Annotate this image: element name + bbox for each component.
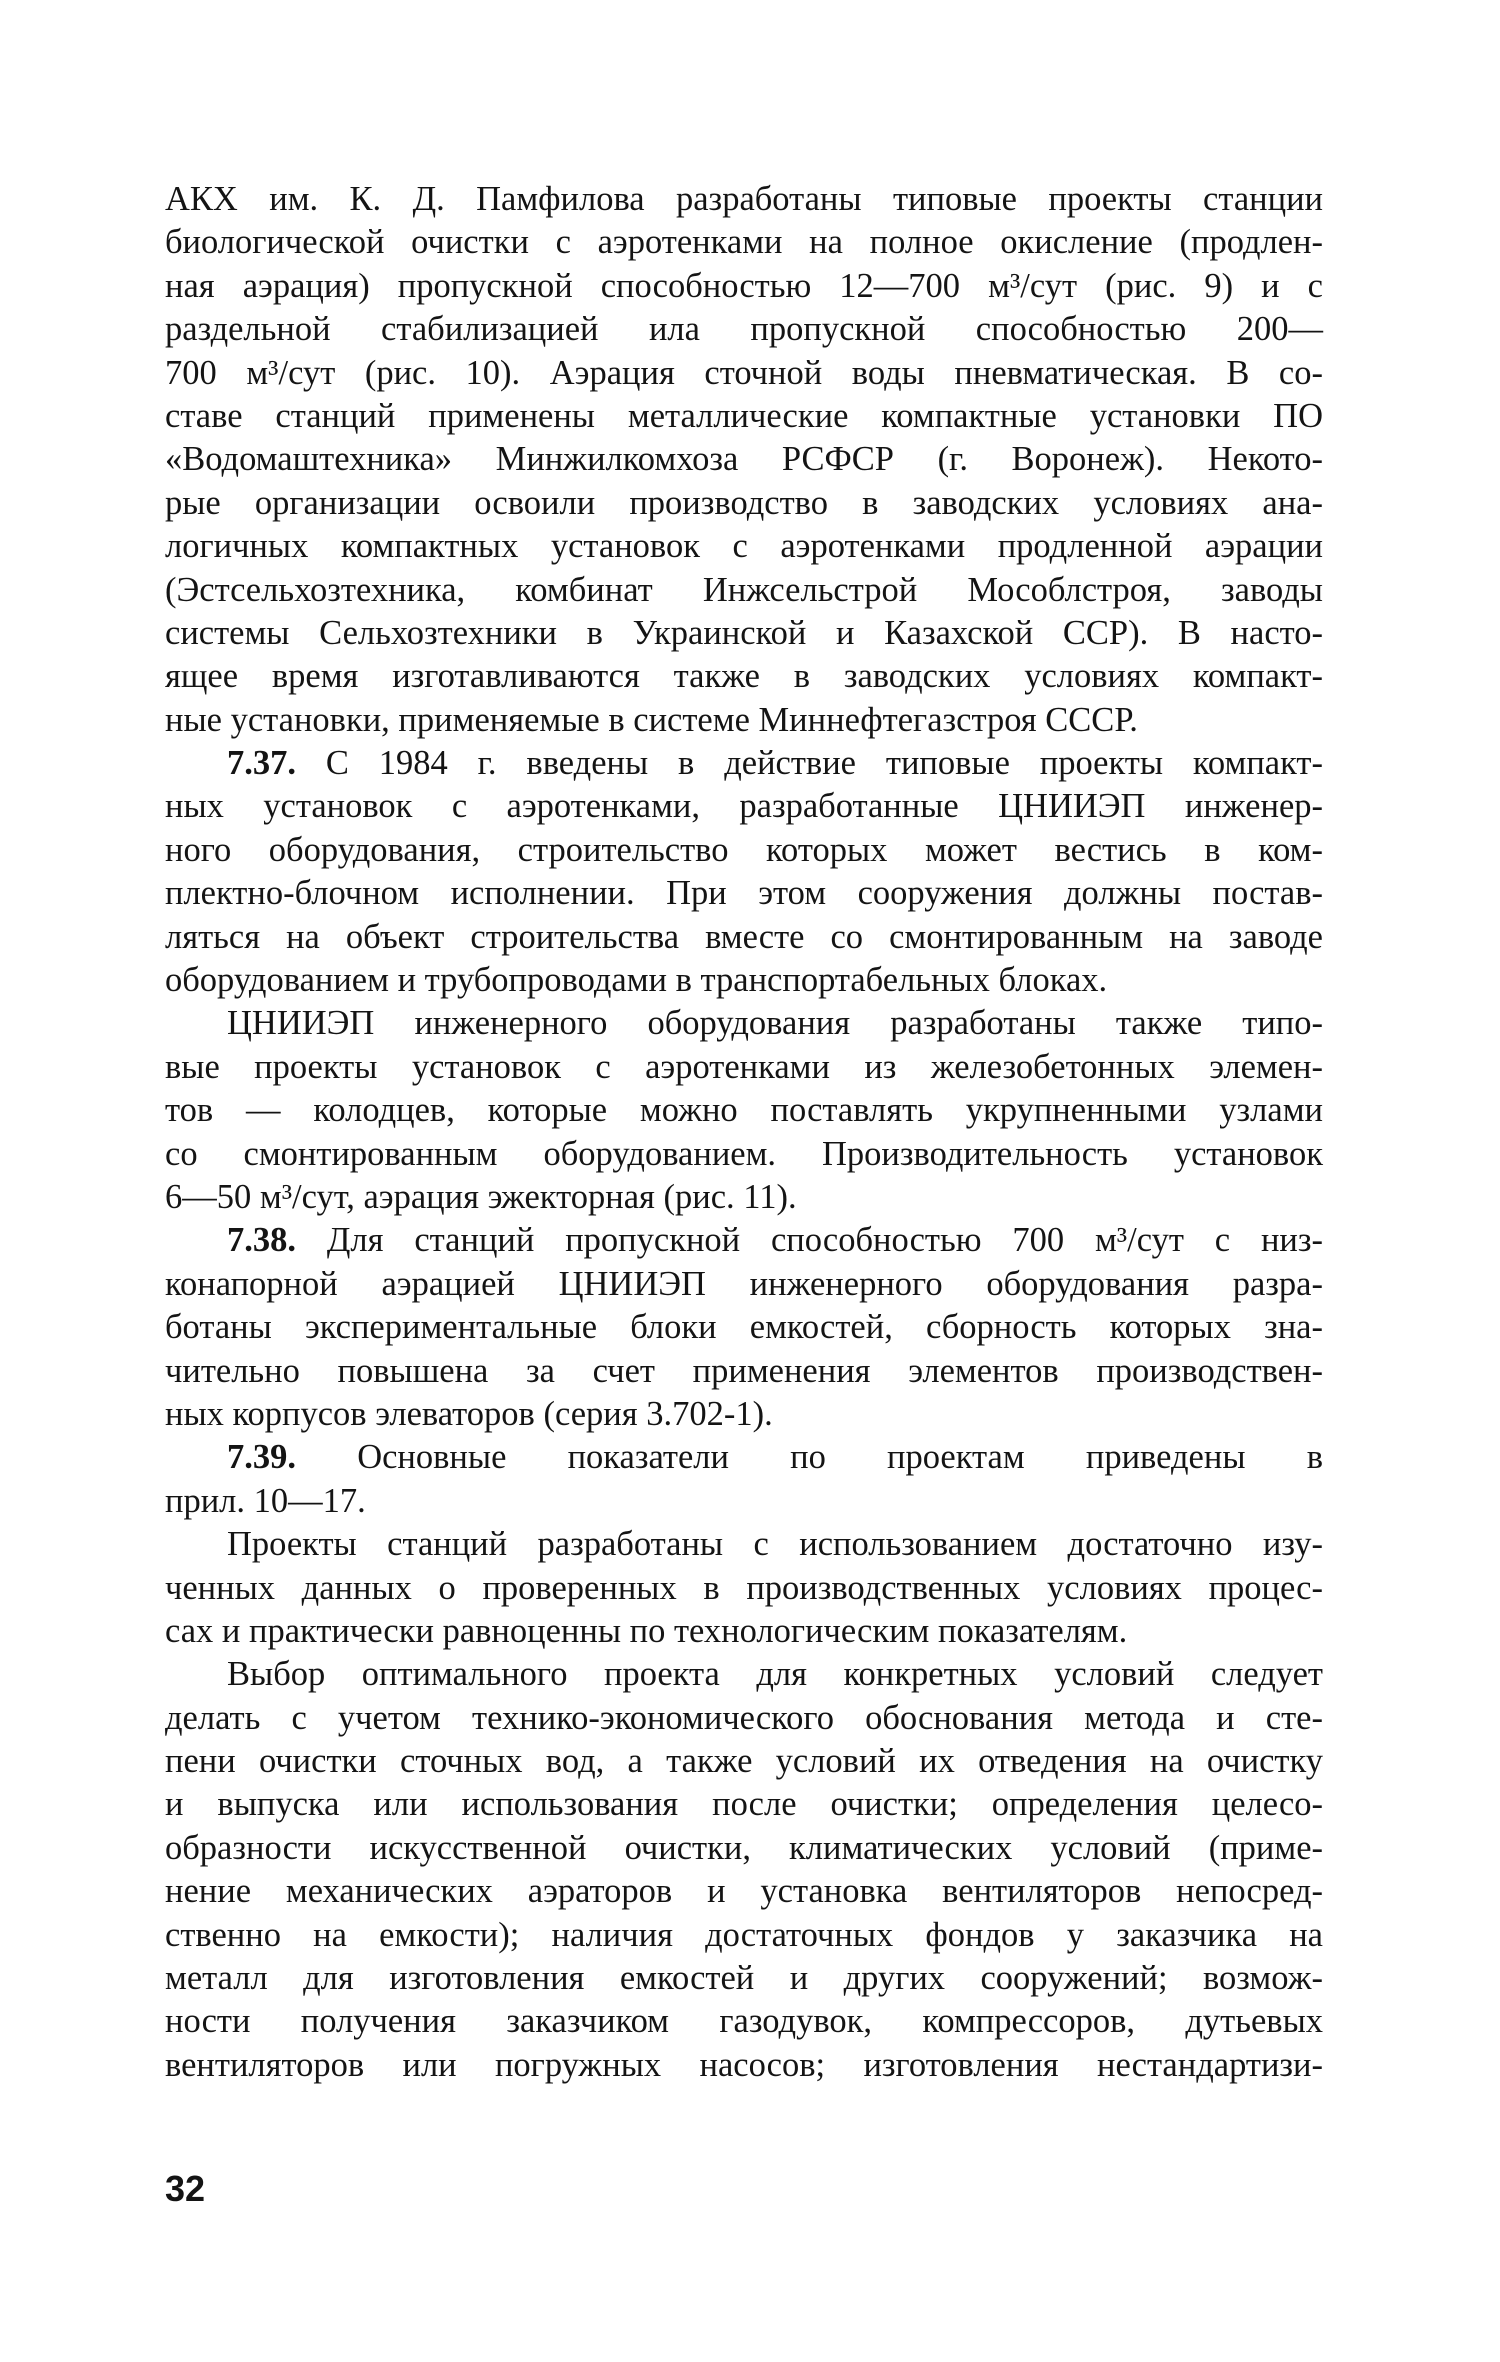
text-line [165, 959, 1323, 1002]
line-text: 6—50 м³/сут, аэрация эжекторная (рис. 11). [165, 1177, 797, 1216]
text-line [165, 916, 1323, 959]
line-text: пени очистки сточных вод, а также условий их отведения на очистку [165, 1742, 1323, 1781]
text-line [165, 612, 1323, 655]
text-line [165, 1089, 1323, 1132]
line-text: оборудованием и трубопроводами в транспортабельных блоках. [165, 961, 1108, 1000]
text-line [165, 482, 1323, 525]
line-text: АКХ им. К. Д. Памфилова разработаны типовые проекты станции [165, 180, 1323, 218]
line-text: со смонтированным оборудованием. Производительность установок [165, 1134, 1323, 1173]
text-line [165, 438, 1323, 481]
line-text: вентиляторов или погружных насосов; изготовления нестандартизи- [165, 2045, 1323, 2084]
line-text: ных корпусов элеваторов (серия 3.702-1). [165, 1394, 773, 1433]
text-line [165, 1827, 1323, 1870]
line-text: системы Сельхозтехники в Украинской и Казахской ССР). В насто- [165, 613, 1323, 652]
text-line [165, 1957, 1323, 2000]
text-line [165, 829, 1323, 872]
text-line [165, 352, 1323, 395]
text-line [165, 872, 1323, 915]
text-line [165, 221, 1323, 264]
text-line [165, 308, 1323, 351]
text-line [165, 1653, 1323, 1696]
line-text: конапорной аэрацией ЦНИИЭП инженерного оборудования разра- [165, 1264, 1323, 1303]
line-text: ная аэрация) пропускной способностью 12—700 м³/сут (рис. 9) и с [165, 266, 1323, 305]
text-line [165, 1870, 1323, 1913]
line-text: сах и практически равноценны по технологическим показателям. [165, 1611, 1128, 1650]
line-text: Проекты станций разработаны с использованием достаточно изу- [227, 1525, 1323, 1564]
line-text: ных установок с аэротенками, разработанные ЦНИИЭП инженер- [165, 787, 1323, 826]
text-line [165, 1914, 1323, 1957]
line-text: ности получения заказчиком газодувок, компрессоров, дутьевых [165, 2002, 1323, 2041]
line-text: и выпуска или использования после очистки; определения целесо- [165, 1785, 1323, 1824]
text-line [165, 1219, 1323, 1262]
line-text: ящее время изготавливаются также в заводских условиях компакт- [165, 657, 1323, 696]
text-line [165, 1567, 1323, 1610]
text-line [165, 265, 1323, 308]
text-line [165, 178, 1323, 221]
line-text: ного оборудования, строительство которых может вестись в ком- [165, 830, 1323, 869]
text-line [165, 2044, 1323, 2087]
line-text: (Эстсельхозтехника, комбинат Инжсельстрой Мособлстроя, заводы [165, 570, 1323, 609]
text-line [165, 1610, 1323, 1653]
text-line [165, 1393, 1323, 1436]
line-text: ЦНИИЭП инженерного оборудования разработаны также типо- [227, 1004, 1323, 1043]
page-number: 32 [165, 2168, 206, 2209]
line-text: «Водомаштехника» Минжилкомхоза РСФСР (г. Воронеж). Некото- [165, 440, 1323, 479]
text-line [165, 785, 1323, 828]
line-text: раздельной стабилизацией ила пропускной способностью 200— [165, 310, 1323, 349]
text-line [165, 1740, 1323, 1783]
line-text: плектно-блочном исполнении. При этом сооружения должны постав- [165, 874, 1323, 913]
text-line [165, 1046, 1323, 1089]
text-line [165, 1176, 1323, 1219]
line-text: нение механических аэраторов и установка вентиляторов непосред- [165, 1872, 1323, 1911]
text-line [165, 525, 1323, 568]
text-line [165, 395, 1323, 438]
line-text: С 1984 г. введены в действие типовые проекты компакт- [296, 744, 1323, 783]
text-line [165, 1697, 1323, 1740]
text-line [165, 655, 1323, 698]
line-text: образности искусственной очистки, климатических условий (приме- [165, 1828, 1323, 1867]
line-text: ственно на емкости); наличия достаточных фондов у заказчика на [165, 1915, 1323, 1954]
text-line [165, 2000, 1323, 2043]
page-body [165, 178, 1323, 2087]
line-text: 700 м³/сут (рис. 10). Аэрация сточной воды пневматическая. В со- [165, 353, 1323, 392]
text-line [165, 569, 1323, 612]
section-number: 7.38. [227, 1221, 296, 1260]
line-text: Основные показатели по проектам приведены в [296, 1438, 1323, 1477]
line-text: тов — колодцев, которые можно поставлять укрупненными узлами [165, 1091, 1323, 1130]
text-line [165, 1783, 1323, 1826]
text-line [165, 1306, 1323, 1349]
line-text: рые организации освоили производство в заводских условиях ана- [165, 483, 1323, 522]
text-line [165, 1480, 1323, 1523]
text-line [165, 1263, 1323, 1306]
text-line [165, 1002, 1323, 1045]
section-number: 7.37. [227, 744, 296, 783]
line-text: металл для изготовления емкостей и других сооружений; возмож- [165, 1959, 1323, 1998]
line-text: Для станций пропускной способностью 700 м³/сут с низ- [296, 1221, 1323, 1260]
text-line [165, 1133, 1323, 1176]
line-text: биологической очистки с аэротенками на полное окисление (продлен- [165, 223, 1323, 262]
line-text: ные установки, применяемые в системе Миннефтегазстроя СССР. [165, 700, 1138, 739]
line-text: вые проекты установок с аэротенками из железобетонных элемен- [165, 1047, 1323, 1086]
line-text: ставе станций применены металлические компактные установки ПО [165, 396, 1323, 435]
text-line [165, 699, 1323, 742]
line-text: чительно повышена за счет применения элементов производствен- [165, 1351, 1323, 1390]
text-line [165, 1436, 1323, 1479]
line-text: Выбор оптимального проекта для конкретных условий следует [227, 1655, 1323, 1694]
section-number: 7.39. [227, 1438, 296, 1477]
text-line [165, 1523, 1323, 1566]
line-text: ляться на объект строительства вместе со смонтированным на заводе [165, 917, 1323, 956]
text-line [165, 742, 1323, 785]
line-text: делать с учетом технико-экономического обоснования метода и сте- [165, 1698, 1323, 1737]
line-text: прил. 10—17. [165, 1481, 366, 1520]
line-text: ботаны экспериментальные блоки емкостей, сборность которых зна- [165, 1308, 1323, 1347]
line-text: ченных данных о проверенных в производственных условиях процес- [165, 1568, 1323, 1607]
line-text: логичных компактных установок с аэротенками продленной аэрации [165, 527, 1323, 566]
text-line [165, 1350, 1323, 1393]
